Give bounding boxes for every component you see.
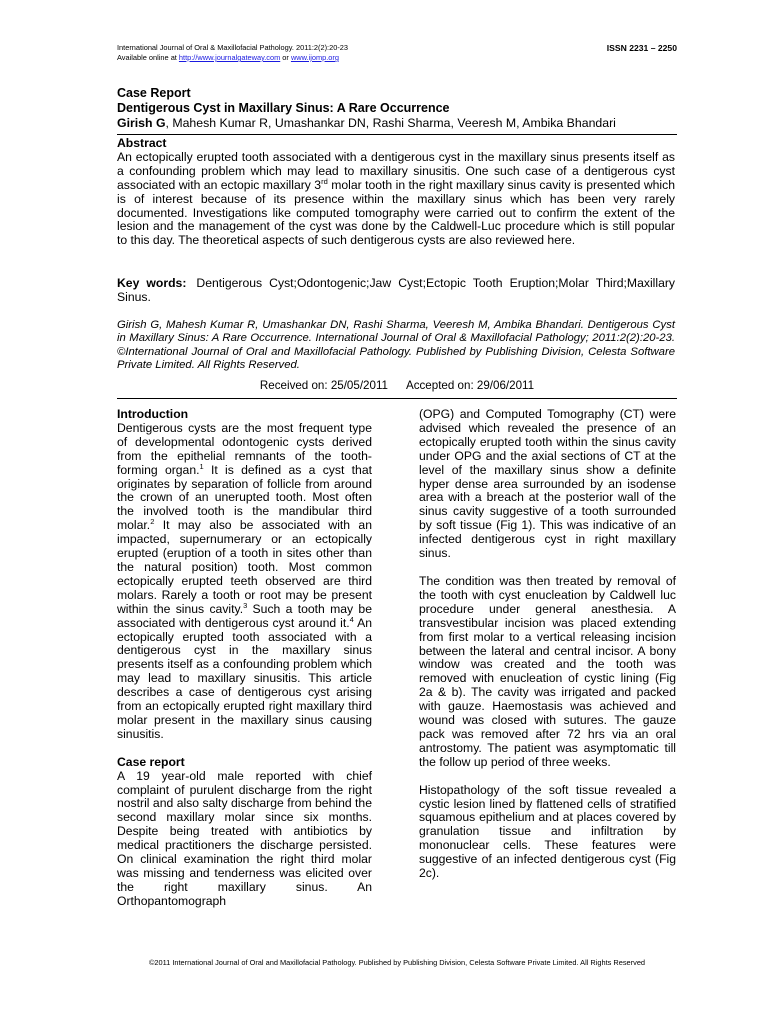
available-prefix: Available online at — [117, 53, 179, 62]
authors — [117, 116, 677, 131]
ref-4: 4 — [349, 614, 354, 624]
intro-text-1: Dentigerous cysts are the most frequent type of developmental odontogenic cysts derived from the epithelial remnants of the tooth-forming organ. — [117, 420, 372, 477]
case-report-paragraph: A 19 year-old male reported with chief complaint of purulent discharge from the right nostril and also salty discharge from behind the second maxillary molar since six months. Despite being treated with antibiotics by medical practitioners the discharge persisted. On clinical examination the right third molar was missing and tenderness was elicited over the right maxillary sinus. An Orthopantomograph — [117, 768, 372, 908]
issn: ISSN 2231 – 2250 — [606, 43, 677, 53]
ref-2: 2 — [150, 517, 155, 527]
received-date: Received on: 25/05/2011 — [259, 379, 388, 392]
ijomp-link[interactable]: www.ijomp.org — [290, 53, 339, 62]
intro-text-4: Such a tooth may be associated with dentigerous cyst around it. — [117, 601, 372, 630]
dates-rule — [117, 398, 677, 399]
article-type: Case Report — [117, 86, 191, 100]
abstract-heading: Abstract — [117, 136, 167, 150]
citation: Girish G, Mahesh Kumar R, Umashankar DN, Rashi Sharma, Veeresh M, Ambika Bhandari. Dentigerous Cyst in Maxillary Sinus: A Rare Occurrence. International Journal of Oral & Maxillofacial Pathology; 2011:2(2):20-23. ©International Journal of Oral and Maxillofacial Pathology. Published by Publishing Division, Celesta Software Private Limited. All Rights Reserved. — [117, 319, 675, 372]
intro-text-3: It may also be associated with an impacted, supernumerary or an ectopically erupted (eruption of a tooth in sites other than the natural position) tooth. Most common ectopically erupted teeth observed are third molars. Rarely a tooth or root may be present within the sinus cavity. — [117, 518, 372, 616]
right-column — [419, 408, 676, 881]
ref-1: 1 — [199, 461, 204, 471]
accepted-date: Accepted on: 29/06/2011 — [405, 379, 535, 392]
dates — [117, 379, 677, 392]
imaging-paragraph: (OPG) and Computed Tomography (CT) were advised which revealed the presence of an ectopically erupted tooth within the sinus cavity under OPG and the axial sections of CT at the level of the maxillary sinus show a definite hyper dense area surrounded by an isodense area with a breach at the posterior wall of the sinus cavity suggestive of a tooth surrounded by soft tissue (Fig 1). This was indicative of an infected dentigerous cyst in right maxillary sinus. — [419, 407, 676, 561]
article-title: Dentigerous Cyst in Maxillary Sinus: A Rare Occurrence — [117, 101, 450, 115]
abstract-text — [117, 151, 675, 248]
introduction-paragraph — [117, 422, 372, 742]
keywords — [117, 276, 675, 304]
intro-text-2: It is defined as a cyst that originates by separation of follicle from around the crown of an unerupted tooth. Most often the involved tooth is the mandibular third molar. — [117, 462, 372, 533]
title-rule — [117, 134, 677, 135]
introduction-heading: Introduction — [117, 407, 189, 421]
ref-3: 3 — [243, 600, 248, 610]
journal-line: International Journal of Oral & Maxillofacial Pathology. 2011:2(2):20-23 — [117, 43, 349, 52]
link-separator: or — [280, 53, 291, 62]
other-authors: , Mahesh Kumar R, Umashankar DN, Rashi Sharma, Veeresh M, Ambika Bhandari — [165, 116, 616, 130]
treatment-paragraph: The condition was then treated by removal of the tooth with cyst enucleation by Caldwell luc procedure under general anesthesia. A transvestibular incision was placed extending from first molar to a vertical releasing incision between the lateral and central incisor. A bony window was created and the tooth was removed with enucleation of cystic lining (Fig 2a & b). The cavity was irrigated and packed with gauze. Haemostasis was achieved and wound was closed with sutures. The gauze pack was removed after 72 hrs via an oral antrostomy. The patient was asymptomatic till the follow up period of three weeks. — [419, 573, 676, 769]
availability-line — [117, 53, 677, 63]
intro-text-5: An ectopically erupted tooth associated with a dentigerous cyst in the maxillary sinus presents itself as a confounding problem which may lead to maxillary sinusitis. This article describes a case of dentigerous cyst arising from an ectopically erupted right maxillary third molar present in the maxillary sinus causing sinusitis. — [117, 615, 372, 741]
first-author: Girish G — [117, 116, 166, 130]
ordinal-sup: rd — [321, 176, 328, 186]
left-column — [117, 408, 372, 909]
keywords-text: Dentigerous Cyst;Odontogenic;Jaw Cyst;Ectopic Tooth Eruption;Molar Third;Maxillary Sinus. — [117, 276, 675, 304]
histopathology-paragraph: Histopathology of the soft tissue revealed a cystic lesion lined by flattened cells of stratified squamous epithelium and at places covered by granulation tissue and infiltration by mononuclear cells. These features were suggestive of an infected dentigerous cyst (Fig 2c). — [419, 782, 676, 881]
abstract-text-b: molar tooth in the right maxillary sinus cavity is presented which is of interest because of its presence within the maxillary sinus which has been very rarely documented. Investigations like computed tomography were carried out to confirm the extent of the lesion and the management of the cyst was done by the Caldwell-Luc procedure which is still popular to this day. The theoretical aspects of such dentigerous cysts are also reviewed here. — [117, 177, 675, 248]
running-header — [117, 43, 677, 63]
abstract — [117, 137, 675, 248]
abstract-text-a: An ectopically erupted tooth associated with a dentigerous cyst in the maxillary sinus presents itself as a confounding problem which may lead to maxillary sinusitis. One such case of a dentigerous cyst associated with an ectopic maxillary 3 — [117, 149, 675, 192]
copyright-footer: ©2011 International Journal of Oral and Maxillofacial Pathology. Published by Publishing Division, Celesta Software Private Limited. All Rights Reserved — [148, 958, 646, 967]
journalgateway-link[interactable]: http://www.journalgateway.com — [178, 53, 281, 62]
title-block — [117, 86, 677, 131]
case-report-heading: Case report — [117, 754, 185, 769]
keywords-label: Key words: — [117, 276, 187, 290]
